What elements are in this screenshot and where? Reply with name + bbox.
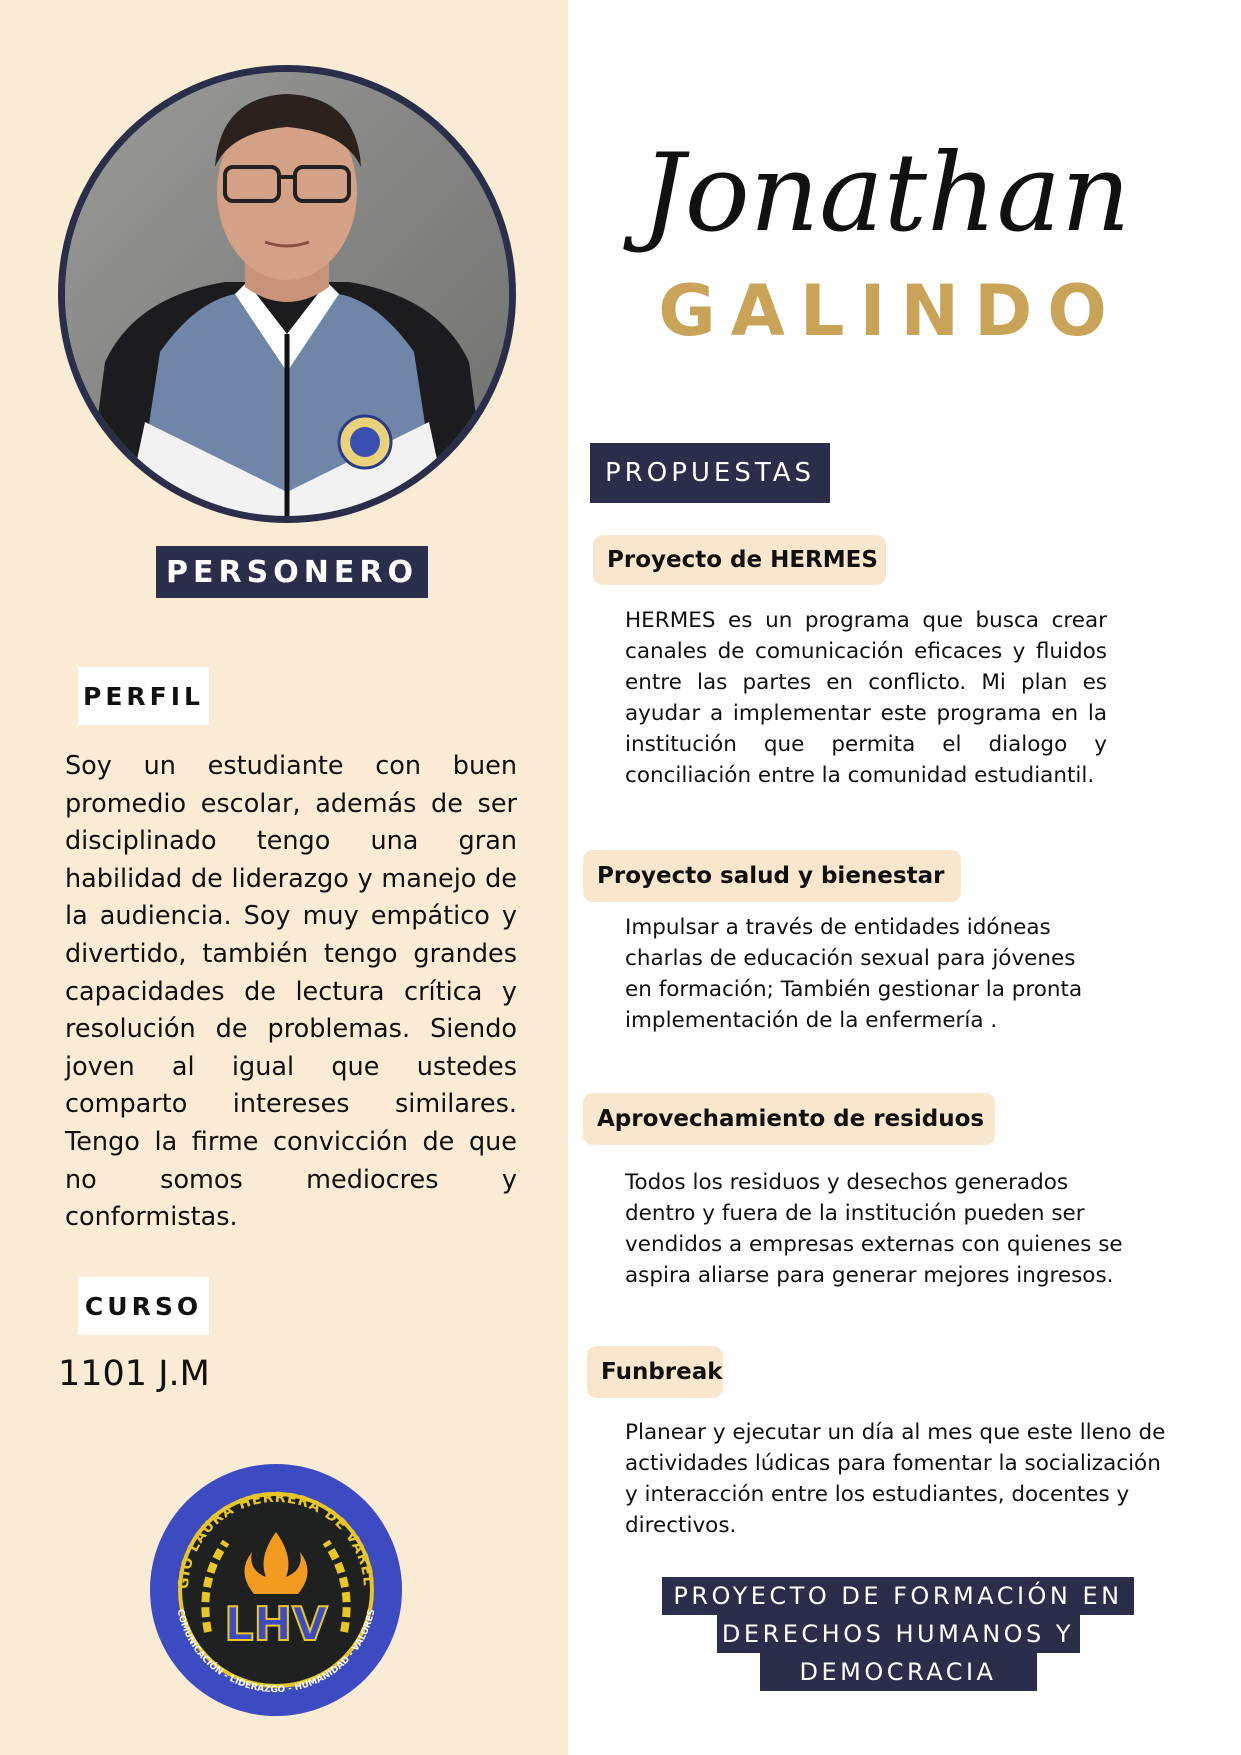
proposal-title: Aprovechamiento de residuos xyxy=(583,1093,995,1145)
first-name xyxy=(586,105,1186,275)
proposal-title: Proyecto salud y bienestar xyxy=(583,850,961,902)
first-name-text: Jonathan xyxy=(641,131,1131,256)
proposal-description: Planear y ejecutar un día al mes que este lleno de actividades lúdicas para fomentar la socialización y interacción entre los estudiantes, docentes y directivos. xyxy=(625,1420,1166,1538)
footer-project-title xyxy=(662,1577,1134,1691)
profile-text: Soy un estudiante con buen promedio escolar, además de ser disciplinado tengo una gran habilidad de liderazgo y manejo de la audiencia. Soy muy empático y divertido, también tengo grandes capacidades de lectura crítica y resolución de problemas. Siendo joven al igual que ustedes comparto intereses similares. Tengo la firme convicción de que no somos mediocres y conformistas. xyxy=(65,751,517,1233)
footer-line: PROYECTO DE FORMACIÓN EN xyxy=(662,1577,1134,1615)
footer-line: DEMOCRACIA xyxy=(760,1653,1037,1691)
course-label: CURSO xyxy=(78,1277,209,1335)
course-value: 1101 J.M xyxy=(58,1354,210,1394)
proposals-label: PROPUESTAS xyxy=(590,443,830,503)
last-name: GALINDO xyxy=(658,270,1122,352)
proposal-description: Todos los residuos y desechos generados dentro y fuera de la institución pueden ser vendidos a empresas externas con quienes se aspira aliarse para generar mejores ingresos. xyxy=(625,1170,1123,1288)
footer-line: DERECHOS HUMANOS Y xyxy=(717,1615,1080,1653)
proposal-title: Proyecto de HERMES xyxy=(593,535,886,585)
seal-outer-text: GIO LAURA HERRERA DE VAREL xyxy=(175,1489,377,1590)
candidate-photo xyxy=(58,65,516,523)
profile-label: PERFIL xyxy=(78,667,209,725)
proposal-title: Funbreak xyxy=(587,1346,723,1398)
role-badge: PERSONERO xyxy=(156,546,428,598)
proposal-description: Impulsar a través de entidades idóneas charlas de educación sexual para jóvenes en formación; También gestionar la pronta implementación de la enfermería . xyxy=(625,915,1083,1033)
seal-inner-text: COMUNICACIÓN - LIDERAZGO - HUMANIDAD - VALORES xyxy=(174,1608,378,1696)
seal-monogram: LHV xyxy=(224,1597,328,1651)
candidate-portrait-image xyxy=(65,72,509,516)
school-seal-logo xyxy=(148,1462,404,1718)
proposal-description: HERMES es un programa que busca crear canales de comunicación eficaces y fluidos entre las partes en conflicto. Mi plan es ayudar a implementar este programa en la institución que permita el dialogo y conciliación entre la comunidad estudiantil. xyxy=(625,608,1107,788)
